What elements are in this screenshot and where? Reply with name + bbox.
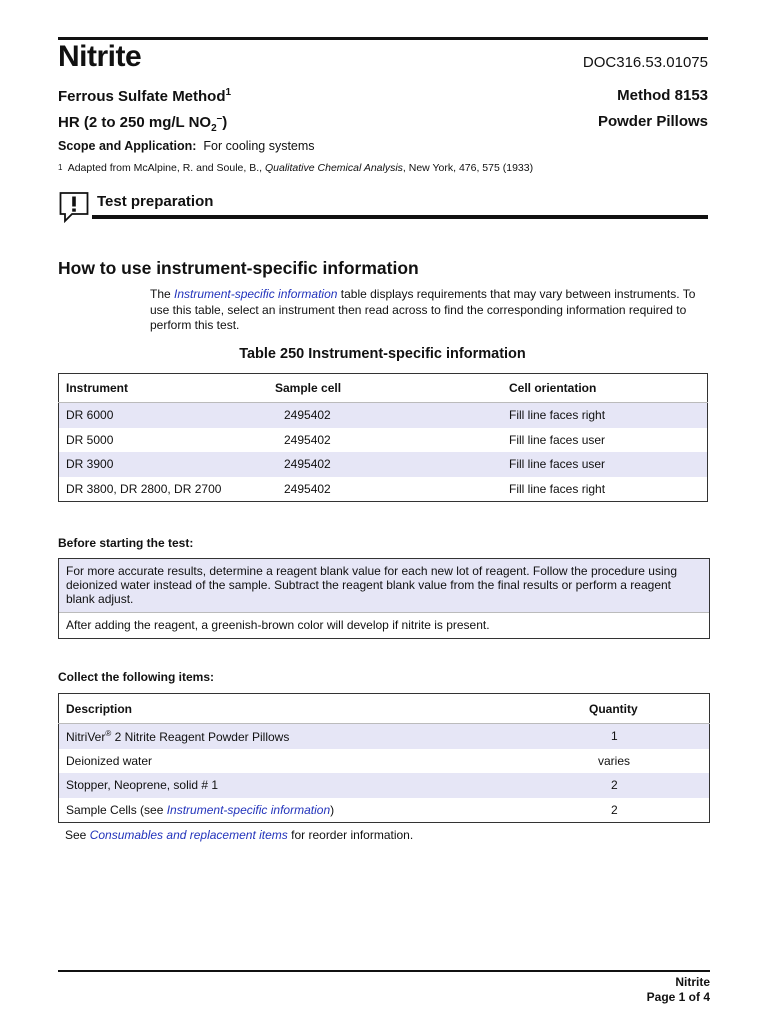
instrument-table <box>58 373 708 502</box>
collect-table <box>58 693 710 823</box>
table-row: Stopper, Neoprene, solid # 1 2 <box>59 773 710 798</box>
speech-bubble-exclamation-icon <box>59 191 89 223</box>
before-label: Before starting the test: <box>58 536 194 550</box>
before-box <box>58 558 710 639</box>
before-item-2: After adding the reagent, a greenish-brown color will develop if nitrite is present. <box>66 618 490 632</box>
before-item-1: For more accurate results, determine a reagent blank value for each new lot of reagent. Follow the procedure using deionized water instead of the sample. Subtract the reagent blank value from the final results or perform a reagent blank adjust. <box>59 559 709 613</box>
footer-title: Nitrite <box>675 975 710 989</box>
page-title: Nitrite <box>58 40 142 73</box>
col-header-quantity: Quantity <box>589 701 638 716</box>
test-preparation-heading: Test preparation <box>97 193 214 210</box>
instrument-info-link-2[interactable]: Instrument-specific information <box>166 802 331 817</box>
col-header-instrument: Instrument <box>66 381 129 395</box>
table-row: Deionized water varies <box>66 753 631 768</box>
consumables-link[interactable]: Consumables and replacement items <box>89 828 288 842</box>
table-row: NitriVer® 2 Nitrite Reagent Powder Pillows 1 <box>59 724 710 749</box>
top-rule <box>58 37 708 40</box>
format: Powder Pillows <box>597 113 708 130</box>
scope: Scope and Application: For cooling systems <box>58 139 315 153</box>
intro-paragraph: The Instrument-specific information table displays requirements that may vary between instruments. To use this table, select an instrument then read across to find the corresponding information required to perform this test. <box>150 287 696 332</box>
test-preparation-rule <box>92 215 708 219</box>
collect-label: Collect the following items: <box>58 670 215 684</box>
footer-rule <box>58 970 710 972</box>
table-row: DR 6000 2495402 Fill line faces right <box>59 403 708 428</box>
range: HR (2 to 250 mg/L $NO_2^-$) <box>58 113 228 134</box>
col-header-description: Description <box>66 701 133 716</box>
table-row: DR 5000 2495402 Fill line faces user <box>66 432 606 447</box>
table-row: DR 3800, DR 2800, DR 2700 2495402 Fill line faces right <box>66 481 606 496</box>
method-number: Method 8153 <box>617 87 708 104</box>
doc-id: DOC316.53.01075 <box>582 54 708 71</box>
footnote: 1 Adapted from McAlpine, R. and Soule, B., Qualitative Chemical Analysis, New York, 476, 575 (1933) <box>58 162 534 174</box>
table-caption: Table 250 Instrument-specific information <box>239 346 526 362</box>
page-number: Page 1 of 4 <box>646 990 710 1004</box>
col-header-sample-cell: Sample cell <box>275 381 342 395</box>
table-row: Sample Cells (see Instrument-specific information) 2 <box>66 802 618 817</box>
method-name: Ferrous Sulfate Method$^1$ <box>58 87 232 105</box>
table-row: DR 3900 2495402 Fill line faces user <box>59 452 708 477</box>
col-header-cell-orientation: Cell orientation <box>509 381 597 395</box>
instrument-info-link[interactable]: Instrument-specific information <box>174 287 338 301</box>
reorder-note: See Consumables and replacement items for reorder information. <box>65 828 414 842</box>
section-title: How to use instrument-specific information <box>58 258 419 278</box>
